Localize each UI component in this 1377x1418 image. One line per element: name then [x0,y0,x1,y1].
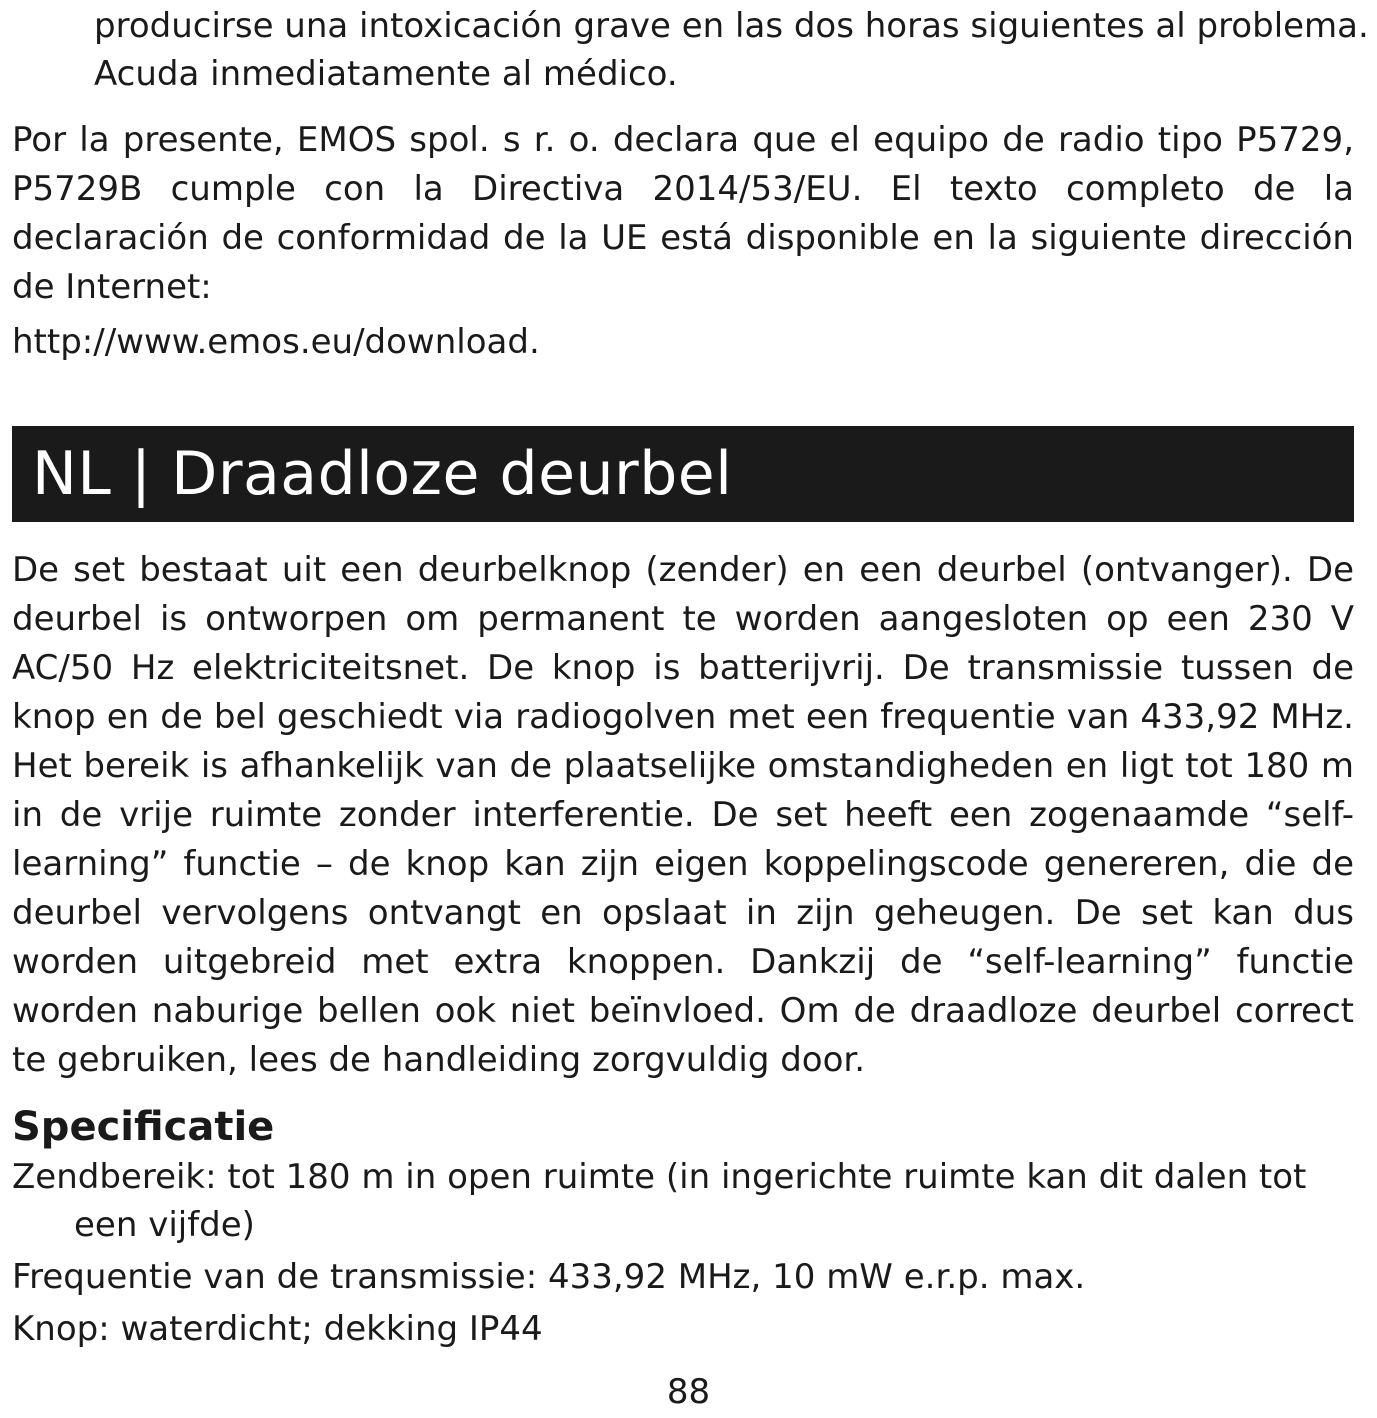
spec-item-range: Zendbereik: tot 180 m in open ruimte (in ingerichte ruimte kan dit dalen tot een vijfde) [12,1157,1307,1245]
section-title: NL | Draadloze deurbel [32,439,733,509]
spec-item-frequency: Frequentie van de transmissie: 433,92 MHz, 10 mW e.r.p. max. [12,1257,1086,1297]
section-intro: De set bestaat uit een deurbelknop (zender) en een deurbel (ontvanger). De deurbel is ontworpen om permanent te worden aangesloten op een 230 V AC/50 Hz elektriciteitsnet. De knop is batterijvrij. De transmissie tussen de knop en de bel geschiedt via radiogolven met een frequentie van 433,92 MHz. Het bereik is afhankelijk van de plaatselijke omstandigheden en ligt tot 180 m in de vrije ruimte zonder interferentie. De set heeft een zogenaamde “self-learning” functie – de knop kan zijn eigen koppelingscode genereren, die de deurbel vervolgens ontvangt en opslaat in zijn geheugen. De set kan dus worden uitgebreid met extra knoppen. Dankzij de “self-learning” functie worden naburige bellen ook niet beïnvloed. Om de draadloze deurbel correct te gebruiken, lees de handleiding zorgvuldig door. [12,550,1354,1080]
manual-page [12,0,1369,1353]
warning-line: Acuda inmediatamente al médico. [94,54,678,94]
declaration-url: http://www.emos.eu/download. [12,322,540,362]
declaration-text: Por la presente, EMOS spol. s r. o. declara que el equipo de radio tipo P5729, P5729B cumple con la Directiva 2014/53/EU. El texto completo de la declaración de conformidad de la UE está disponible en la siguiente dirección de Internet: [12,120,1354,307]
warning-continuation [12,2,1369,98]
page-number: 88 [666,1372,711,1412]
spec-item-button: Knop: waterdicht; dekking IP44 [12,1309,543,1349]
spec-heading: Specificatie [12,1104,275,1150]
warning-line: producirse una intoxicación grave en las dos horas siguientes al problema. [94,6,1369,46]
section-banner [12,426,1354,522]
